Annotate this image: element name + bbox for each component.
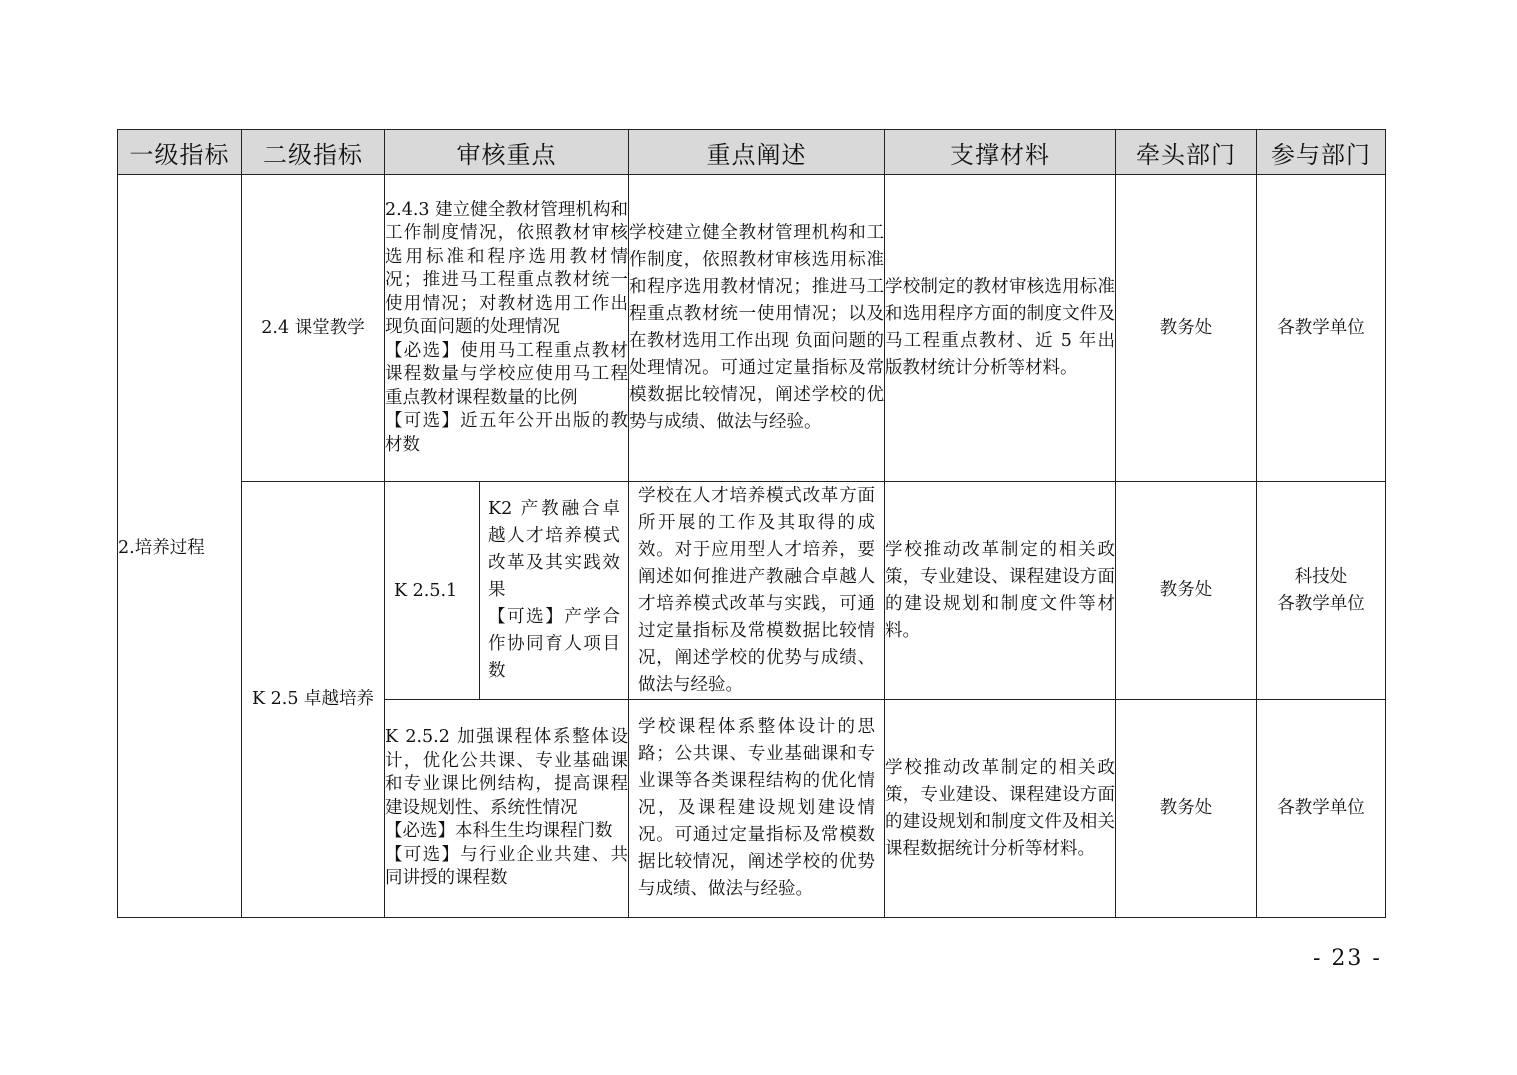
- focus-optional: 【可选】近五年公开出版的教材数: [385, 411, 628, 455]
- lead-dept-cell: 教务处: [1116, 700, 1257, 918]
- header-description: 重点阐述: [629, 130, 885, 175]
- focus-text: K2 产教融合卓越人才培养模式改革及其实践效果: [488, 499, 620, 600]
- table-row: [118, 175, 1386, 482]
- lead-dept-cell: 教务处: [1116, 482, 1257, 700]
- focus-text: K 2.5.2 加强课程体系整体设计，优化公共课、专业基础课和专业课比例结构，提高课程建设规划性、系统性情况: [385, 727, 628, 818]
- focus-optional: 【可选】产学合作协同育人项目数: [488, 607, 620, 681]
- participate-dept-cell: 各教学单位: [1257, 700, 1386, 918]
- support-cell: 学校推动改革制定的相关政策，专业建设、课程建设方面的建设规划和制度文件及相关课程数据统计分析等材料。: [885, 700, 1116, 918]
- page-number: - 23 -: [1313, 946, 1382, 971]
- header-row: [118, 130, 1386, 175]
- focus-cell: [480, 482, 629, 700]
- focus-optional: 【可选】与行业企业共建、共同讲授的课程数: [385, 844, 628, 889]
- header-participate-dept: 参与部门: [1257, 130, 1386, 175]
- focus-cell: [385, 175, 629, 482]
- level1-cell: 2.培养过程: [118, 175, 242, 918]
- level2-cell: 2.4 课堂教学: [242, 175, 385, 482]
- header-level1: 一级指标: [118, 130, 242, 175]
- participate-dept-1: 科技处: [1294, 566, 1348, 587]
- support-cell: 学校推动改革制定的相关政策，专业建设、课程建设方面的建设规划和制度文件等材料。: [885, 482, 1116, 700]
- header-lead-dept: 牵头部门: [1116, 130, 1257, 175]
- header-focus: 审核重点: [385, 130, 629, 175]
- description-cell: 学校在人才培养模式改革方面所开展的工作及其取得的成效。对于应用型人才培养，要阐述如何推进产教融合卓越人才培养模式改革与实践，可通过定量指标及常模数据比较情况，阐述学校的优势与成绩、做法与经验。: [629, 482, 885, 700]
- description-cell: 学校建立健全教材管理机构和工作制度，依照教材审核选用标准和程序选用教材情况；推进马工程重点教材统一使用情况；以及在教材选用工作出现 负面问题的处理情况。可通过定量指标及常模数据比较情况，阐述学校的优势与成绩、做法与经验。: [629, 175, 885, 482]
- header-support: 支撑材料: [885, 130, 1116, 175]
- header-level2: 二级指标: [242, 130, 385, 175]
- support-cell: 学校制定的教材审核选用标准和选用程序方面的制度文件及马工程重点教材、近 5 年出版教材统计分析等材料。: [885, 175, 1116, 482]
- focus-text: 2.4.3 建立健全教材管理机构和工作制度情况，依照教材审核选用标准和程序选用教材情况；推进马工程重点教材统一使用情况；对教材选用工作出现负面问题的处理情况: [385, 199, 628, 338]
- focus-required: 【必选】使用马工程重点教材课程数量与学校应使用马工程重点教材课程数量的比例: [385, 340, 628, 408]
- participate-dept-cell: [1257, 482, 1386, 700]
- participate-dept-2: 各教学单位: [1277, 593, 1365, 614]
- lead-dept-cell: 教务处: [1116, 175, 1257, 482]
- participate-dept-cell: 各教学单位: [1257, 175, 1386, 482]
- table-row: [118, 482, 1386, 700]
- indicator-table: [117, 129, 1386, 918]
- code-cell: K 2.5.1: [385, 482, 480, 700]
- description-cell: 学校课程体系整体设计的思路；公共课、专业基础课和专业课等各类课程结构的优化情况，及课程建设规划建设情况。可通过定量指标及常模数据比较情况，阐述学校的优势与成绩、做法与经验。: [629, 700, 885, 918]
- focus-required: 【必选】本科生生均课程门数: [385, 821, 613, 842]
- focus-cell: [385, 700, 629, 918]
- level2-cell: K 2.5 卓越培养: [242, 482, 385, 918]
